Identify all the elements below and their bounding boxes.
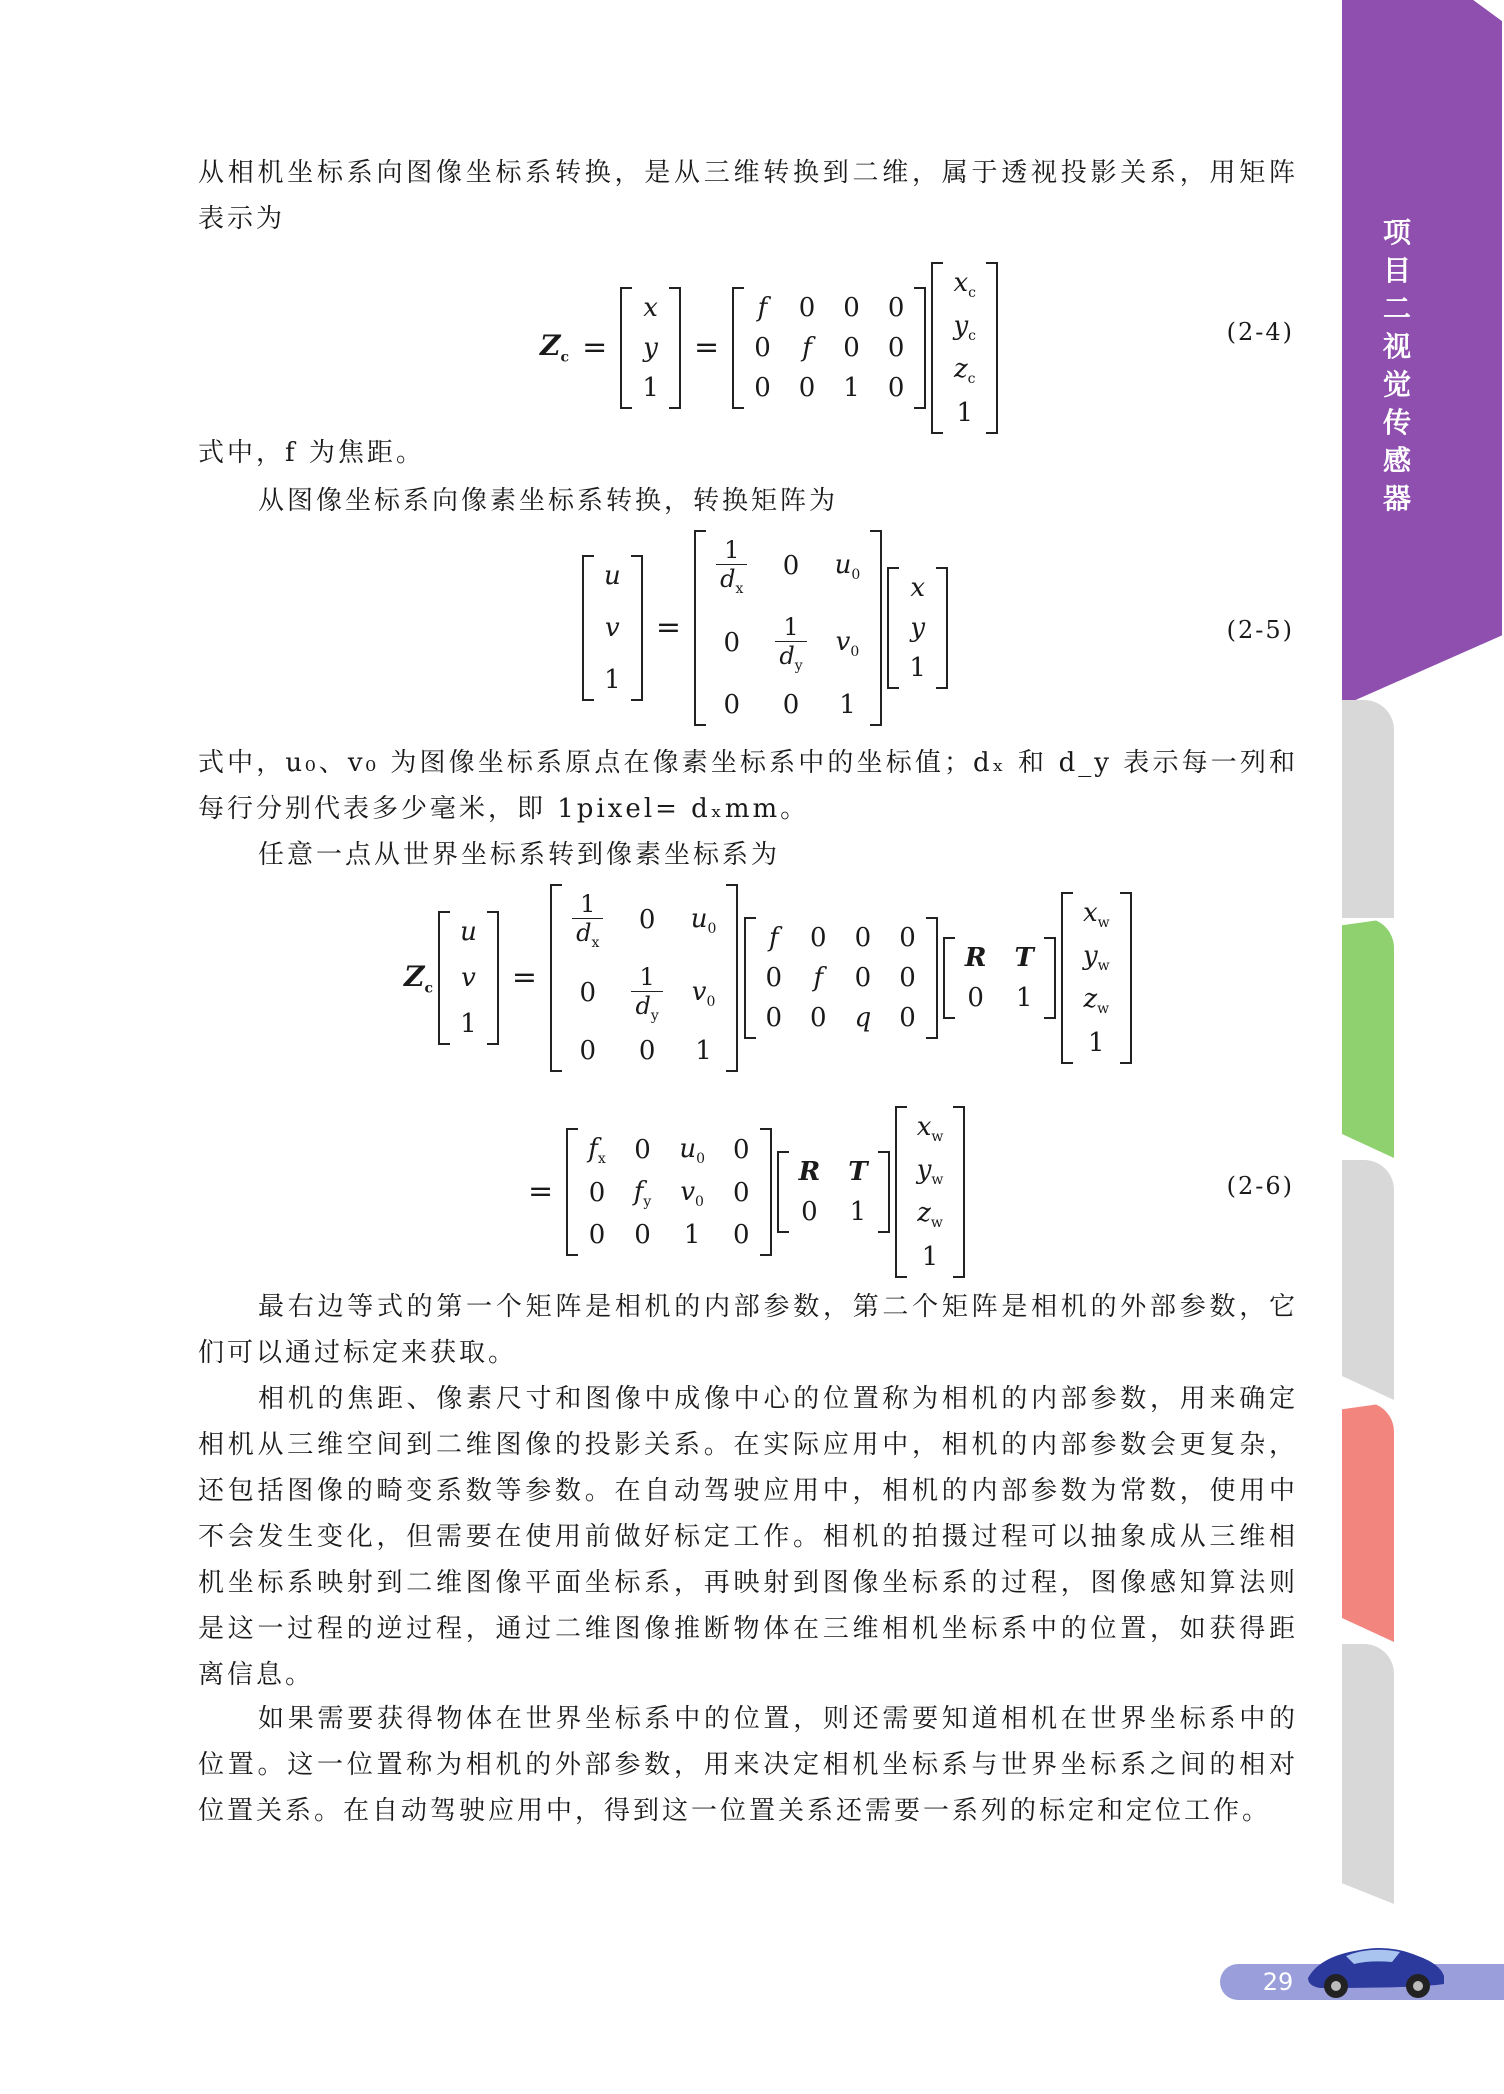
paragraph-image-to-pixel: 从图像坐标系向像素坐标系转换，转换矩阵为: [258, 486, 839, 516]
zc-label-2: $Z_c$: [404, 959, 433, 997]
equation-number-2-4: (2-4): [1226, 318, 1294, 346]
matrix-intrinsic-b: $\frac{1}{d_x}$ 0 $u_0$ 0 $\frac{1}{d_y}$ $v_0$ 0 0 1: [550, 884, 738, 1072]
matrix-uv1: u v 1: [582, 555, 643, 701]
chapter-tab[interactable]: [1342, 0, 1502, 706]
paragraph-origin-coordinates: 式中，u₀、v₀ 为图像坐标系原点在像素坐标系中的坐标值；dₓ 和 d_y 表示每一列和每行分别代表多少毫米，即 1pixel= dₓmm。: [198, 748, 1298, 824]
matrix-projection: f 0 0 0 0 f 0 0 0 0 1 0: [732, 287, 926, 409]
paragraph-focal-length: 式中，f 为焦距。: [198, 438, 425, 468]
matrix-world-coords: $x_w$ $y_w$ $z_w$ 1: [1061, 892, 1132, 1064]
matrix-combined-intrinsic: $f_x$ 0 $u_0$ 0 0 $f_y$ $v_0$ 0 0 0 1 0: [566, 1128, 771, 1256]
equation-2-4: $Z_c$ = x y 1 = f 0 0 0 0 f 0 0 0 0 1 0 $x_c$ $y_c$ $z_c$ 1: [540, 262, 998, 434]
equation-2-6-line-1: $Z_c$ u v 1 = $\frac{1}{d_x}$ 0 $u_0$ 0 $\frac{1}{d_y}$ $v_0$ 0 0 1 f 0 0 0 0 f 0 0 0 0 q 0 R T 0 1 $x_w$ $y_w$ $z_w$ 1: [404, 884, 1132, 1072]
equation-number-2-5: (2-5): [1226, 616, 1294, 644]
chapter-tab-title: 项目二 视觉传感器: [1382, 216, 1413, 515]
equation-number-2-6: (2-6): [1226, 1172, 1294, 1200]
page-number: 29: [1262, 1968, 1294, 1996]
matrix-world-coords-b: $x_w$ $y_w$ $z_w$ 1: [895, 1106, 966, 1278]
car-icon: [1300, 1926, 1450, 2006]
section-tab-gray-3[interactable]: [1342, 1644, 1394, 1904]
paragraph-intrinsic-details: 相机的焦距、像素尺寸和图像中成像中心的位置称为相机的内部参数，用来确定相机从三维空间到二维图像的投影关系。在实际应用中，相机的内部参数会更复杂，还包括图像的畸变系数等参数。在自动驾驶应用中，相机的内部参数为常数，使用中不会发生变化，但需要在使用前做好标定工作。相机的拍摄过程可以抽象成从三维相机坐标系映射到二维图像平面坐标系，再映射到图像坐标系的过程，图像感知算法则是这一过程的逆过程，通过二维图像推断物体在三维相机坐标系中的位置，如获得距离信息。: [198, 1384, 1298, 1690]
equation-2-5: u v 1 = $\frac{1}{d_x}$ 0 $u_0$ 0 $\frac{1}{d_y}$ $v_0$ 0 0 1 x y 1: [582, 530, 948, 726]
section-tab-gray-1[interactable]: [1342, 700, 1394, 918]
equation-2-6-line-2: = $f_x$ 0 $u_0$ 0 0 $f_y$ $v_0$ 0 0 0 1 0 R T 0 1 $x_w$ $y_w$ $z_w$ 1: [520, 1106, 965, 1278]
matrix-intrinsic: $\frac{1}{d_x}$ 0 $u_0$ 0 $\frac{1}{d_y}$ $v_0$ 0 0 1: [694, 530, 882, 726]
zc-label: $Z_c$: [540, 329, 569, 367]
paragraph-world-to-pixel: 任意一点从世界坐标系转到像素坐标系为: [258, 840, 781, 870]
matrix-xy1-b: x y 1: [887, 567, 948, 689]
matrix-extrinsic-b: R T 0 1: [777, 1151, 890, 1233]
paragraph-extrinsic-details: 如果需要获得物体在世界坐标系中的位置，则还需要知道相机在世界坐标系中的位置。这一位置称为相机的外部参数，用来决定相机坐标系与世界坐标系之间的相对位置关系。在自动驾驶应用中，得到这一位置关系还需要一系列的标定和定位工作。: [198, 1704, 1298, 1826]
section-tab-red[interactable]: [1342, 1402, 1394, 1642]
matrix-camera-coords: $x_c$ $y_c$ $z_c$ 1: [931, 262, 998, 434]
matrix-projection-q: f 0 0 0 0 f 0 0 0 0 q 0: [744, 917, 938, 1039]
matrix-uv1-b: u v 1: [438, 911, 499, 1045]
section-tab-gray-2[interactable]: [1342, 1160, 1394, 1400]
matrix-xy1: x y 1: [620, 287, 681, 409]
paragraph-camera-to-image: 从相机坐标系向图像坐标系转换，是从三维转换到二维，属于透视投影关系，用矩阵表示为: [198, 158, 1298, 234]
matrix-extrinsic: R T 0 1: [943, 937, 1056, 1019]
paragraph-intrinsic-extrinsic: 最右边等式的第一个矩阵是相机的内部参数，第二个矩阵是相机的外部参数，它们可以通过标定来获取。: [198, 1292, 1298, 1368]
section-tab-green[interactable]: [1342, 918, 1394, 1158]
